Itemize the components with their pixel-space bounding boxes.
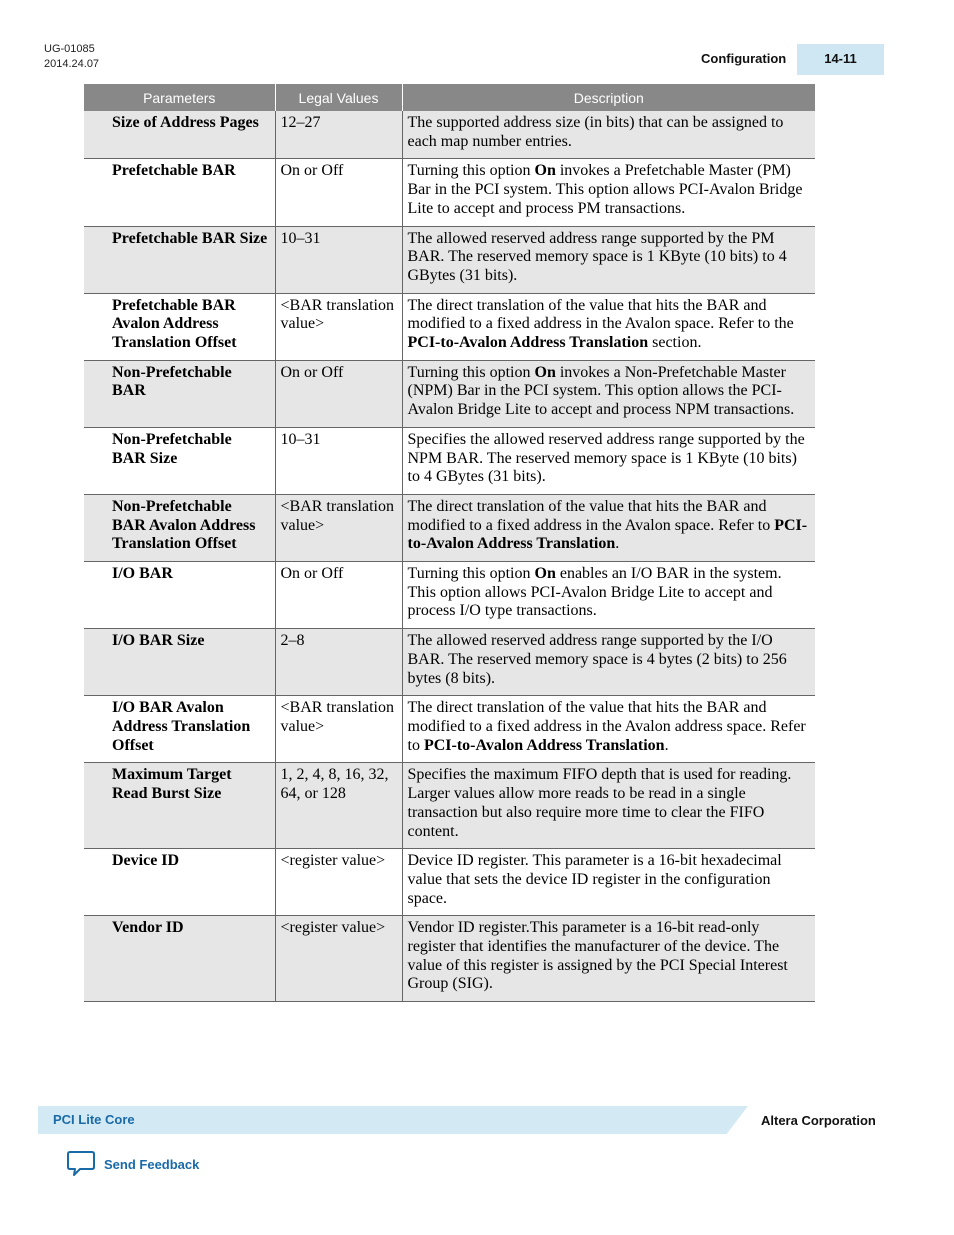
footer-bar xyxy=(38,1106,748,1134)
parameter-description xyxy=(402,629,815,696)
description-text: enables an I/O BAR in the system. This option allows PCI-Avalon Bridge Lite to accept and process I/O type transactions. xyxy=(407,565,782,620)
table-row xyxy=(84,111,815,159)
description-text: invokes a Non-Prefetchable Master (NPM) Bar in the PCI system. This option allows the PCI-Avalon Bridge Lite to accept and process NPM transactions. xyxy=(407,363,795,419)
description-text: Turning this option xyxy=(407,363,535,381)
description-text: Specifies the allowed reserved address range supported by the NPM BAR. The reserved memory space is 1 KByte (10 bits) to 4 GBytes (31 bits). xyxy=(407,430,805,486)
parameter-description xyxy=(402,427,815,494)
description-text: The allowed reserved address range supported by the I/O BAR. The reserved memory space is 4 bytes (2 bits) to 256 bytes (8 bits). xyxy=(407,632,787,687)
description-text: The allowed reserved address range supported by the PM BAR. The reserved memory space is 1 KByte (10 bits) to 4 GBytes (31 bits). xyxy=(407,229,787,284)
speech-bubble-icon xyxy=(66,1150,96,1178)
description-text: . xyxy=(664,736,669,754)
description-text: The direct translation of the value that hits the BAR and modified to a fixed address in the Avalon space. Refer to xyxy=(407,497,775,534)
parameter-description xyxy=(402,494,815,561)
table-row xyxy=(84,494,815,561)
parameter-description xyxy=(402,293,815,360)
parameter-description xyxy=(402,763,815,849)
table-header xyxy=(84,84,815,111)
page-number-box xyxy=(797,44,884,75)
description-text: Specifies the maximum FIFO depth that is used for reading. Larger values allow more reads to be read in a single transaction but also require more time to clear the FIFO content. xyxy=(407,766,792,840)
description-text: The direct translation of the value that hits the BAR and modified to a fixed address in the Avalon address space. Refer to xyxy=(407,699,806,754)
parameter-name: Size of Address Pages xyxy=(84,111,275,159)
legal-values: <register value> xyxy=(275,916,402,1002)
parameter-name: I/O BAR Size xyxy=(84,629,275,696)
parameter-name: Prefetchable BAR Avalon Address Translation Offset xyxy=(84,293,275,360)
description-text: The direct translation of the value that hits the BAR and modified to a fixed address in the Avalon space. Refer to the xyxy=(407,296,794,333)
parameter-description xyxy=(402,849,815,916)
parameter-name: Maximum Target Read Burst Size xyxy=(84,763,275,849)
description-emphasis: PCI-to-Avalon Address Translation xyxy=(423,736,665,754)
description-text: Turning this option xyxy=(407,162,535,180)
legal-values: On or Off xyxy=(275,159,402,226)
description-text: Vendor ID register.This parameter is a 16-bit read-only register that identifies the manufacturer of the device. The value of this register is assigned by the PCI Special Interest Group (SIG). xyxy=(407,919,788,993)
table-row xyxy=(84,360,815,427)
legal-values: <register value> xyxy=(275,849,402,916)
parameters-table xyxy=(84,84,815,1002)
parameter-description xyxy=(402,360,815,427)
parameter-name: Non-Prefetchable BAR Avalon Address Translation Offset xyxy=(84,494,275,561)
description-text: Turning this option xyxy=(407,565,535,583)
table-row xyxy=(84,916,815,1002)
parameter-name: Non-Prefetchable BAR xyxy=(84,360,275,427)
column-header-description: Description xyxy=(402,84,815,111)
parameter-name: Device ID xyxy=(84,849,275,916)
page-number: 14-11 xyxy=(824,51,857,66)
parameter-name: Prefetchable BAR xyxy=(84,159,275,226)
description-text: The supported address size (in bits) that can be assigned to each map number entries. xyxy=(407,114,784,150)
parameter-description xyxy=(402,916,815,1002)
footer-product-link[interactable]: PCI Lite Core xyxy=(53,1112,135,1127)
parameter-description xyxy=(402,226,815,293)
table-row xyxy=(84,562,815,629)
parameter-name: Vendor ID xyxy=(84,916,275,1002)
footer-company: Altera Corporation xyxy=(761,1113,876,1128)
document-info xyxy=(44,42,99,72)
parameter-name: I/O BAR Avalon Address Translation Offset xyxy=(84,696,275,763)
legal-values: <BAR translation value> xyxy=(275,494,402,561)
description-text: Device ID register. This parameter is a 16-bit hexadecimal value that sets the device ID register in the configuration space. xyxy=(407,852,782,907)
legal-values: 12–27 xyxy=(275,111,402,159)
document-id: UG-01085 xyxy=(44,43,95,55)
table-row xyxy=(84,427,815,494)
send-feedback-label: Send Feedback xyxy=(104,1156,200,1172)
table-row xyxy=(84,763,815,849)
parameter-name: Non-Prefetchable BAR Size xyxy=(84,427,275,494)
description-emphasis: On xyxy=(534,565,556,583)
description-text: invokes a Prefetchable Master (PM) Bar in the PCI system. This option allows PCI-Avalon Bridge Lite to accept and process PM transactions. xyxy=(407,162,803,217)
description-text: section. xyxy=(648,334,702,352)
description-emphasis: PCI-to-Avalon Address Translation xyxy=(407,516,808,553)
legal-values: 1, 2, 4, 8, 16, 32, 64, or 128 xyxy=(275,763,402,849)
column-header-parameters: Parameters xyxy=(84,84,275,111)
parameter-description xyxy=(402,562,815,629)
description-emphasis: PCI-to-Avalon Address Translation xyxy=(407,334,649,352)
legal-values: 10–31 xyxy=(275,427,402,494)
description-emphasis: On xyxy=(534,363,556,381)
description-text: . xyxy=(615,535,620,553)
send-feedback-link[interactable] xyxy=(66,1150,199,1178)
table-row xyxy=(84,629,815,696)
table-row xyxy=(84,849,815,916)
section-title: Configuration xyxy=(701,51,787,66)
column-header-legal-values: Legal Values xyxy=(275,84,402,111)
table-row xyxy=(84,226,815,293)
legal-values: <BAR translation value> xyxy=(275,293,402,360)
table-row xyxy=(84,159,815,226)
table-row xyxy=(84,696,815,763)
legal-values: <BAR translation value> xyxy=(275,696,402,763)
parameter-description xyxy=(402,696,815,763)
table-body xyxy=(84,111,815,1002)
parameter-description xyxy=(402,111,815,159)
description-emphasis: On xyxy=(534,162,556,180)
parameter-name: Prefetchable BAR Size xyxy=(84,226,275,293)
legal-values: On or Off xyxy=(275,562,402,629)
table-row xyxy=(84,293,815,360)
legal-values: 2–8 xyxy=(275,629,402,696)
parameter-name: I/O BAR xyxy=(84,562,275,629)
parameter-description xyxy=(402,159,815,226)
legal-values: 10–31 xyxy=(275,226,402,293)
legal-values: On or Off xyxy=(275,360,402,427)
document-date: 2014.24.07 xyxy=(44,58,100,70)
